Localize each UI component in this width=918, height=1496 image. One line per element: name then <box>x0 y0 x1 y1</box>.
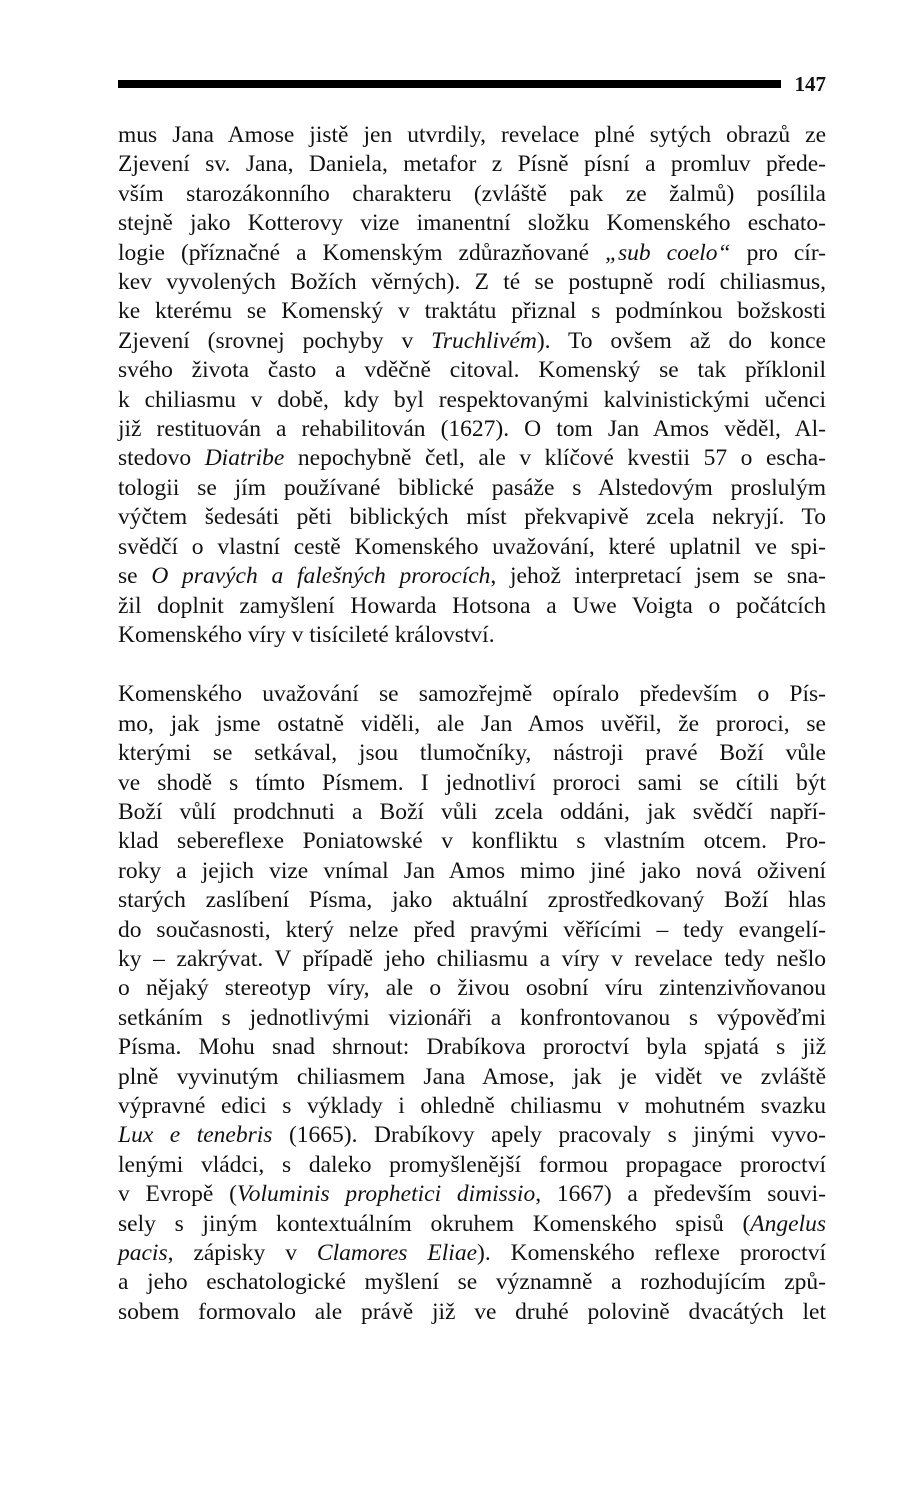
text-run: , zápisky v <box>167 1240 317 1267</box>
text-line <box>118 1180 826 1209</box>
text-run: kev vyvolených Božích věrných). Z té se postupně rodí chiliasmus, <box>118 269 826 296</box>
text-line <box>118 945 826 974</box>
text-line <box>118 562 826 591</box>
italic-text: O pravých a falešných prorocích <box>151 563 491 590</box>
text-run: roky a jejich vize vnímal Jan Amos mimo jiné jako nová oživení <box>118 857 826 884</box>
text-run: ). To ovšem až do konce <box>536 327 826 354</box>
text-run: stedovo <box>118 445 205 472</box>
text-line <box>118 1063 826 1092</box>
text-line <box>118 680 826 709</box>
header-rule <box>118 80 781 88</box>
text-line <box>118 857 826 886</box>
text-run: sely s jiným kontextuálním okruhem Komenského spisů ( <box>118 1210 751 1237</box>
text-line <box>118 739 826 768</box>
text-line <box>118 798 826 827</box>
text-line <box>118 1033 826 1062</box>
text-line <box>118 710 826 739</box>
paragraph <box>118 121 826 650</box>
text-run: v Evropě ( <box>118 1181 237 1208</box>
text-run: kterými se setkával, jsou tlumočníky, nástroji pravé Boží vůle <box>118 740 826 767</box>
text-line <box>118 386 826 415</box>
text-run: mus Jana Amose jistě jen utvrdily, revelace plné sytých obrazů ze <box>118 122 826 148</box>
text-run: vším starozákonního charakteru (zvláště pak ze žalmů) posílila <box>118 180 826 207</box>
text-run: a jeho eschatologické myšlení se významně a rozhodujícím způ- <box>118 1269 826 1296</box>
text-run: Boží vůlí prodchnuti a Boží vůli zcela oddáni, jak svědčí napří- <box>118 798 826 825</box>
text-line <box>118 1298 826 1327</box>
italic-text: Lux e tenebris <box>118 1122 273 1149</box>
text-run: svého života často a vděčně citoval. Komenský se tak příklonil <box>118 357 826 384</box>
text-run: logie (příznačné a Komenským zdůrazňované <box>118 239 605 266</box>
text-line <box>118 886 826 915</box>
italic-text: Diatribe <box>204 445 285 472</box>
text-line <box>118 621 826 650</box>
text-line <box>118 268 826 297</box>
text-run: Komenského víry v tisícileté království. <box>118 621 495 648</box>
text-run: ke kterému se Komenský v traktátu přiznal s podmínkou božskosti <box>118 298 826 325</box>
text-line <box>118 180 826 209</box>
text-line <box>118 415 826 444</box>
text-line <box>118 297 826 326</box>
text-line <box>118 1268 826 1297</box>
text-run: o nějaký stereotyp víry, ale o živou osobní víru zintenzivňovanou <box>118 975 826 1002</box>
text-run: výpravné edici s výklady i ohledně chiliasmu v mohutném svazku <box>118 1093 826 1119</box>
text-run: se <box>118 563 152 590</box>
text-run: Písma. Mohu snad shrnout: Drabíkova proroctví byla spjatá s již <box>118 1034 826 1061</box>
text-line <box>118 974 826 1003</box>
text-run: stejně jako Kotterovy vize imanentní složku Komenského eschato- <box>118 210 826 237</box>
text-run: lenými vládci, s daleko promyšlenější formou propagace proroctví <box>118 1151 826 1178</box>
text-run: k chiliasmu v době, kdy byl respektovanými kalvinistickými učenci <box>118 386 826 413</box>
text-line <box>118 916 826 945</box>
text-line <box>118 592 826 621</box>
italic-text: Angelus <box>750 1210 826 1237</box>
text-line <box>118 444 826 473</box>
text-run: Zjevení (srovnej pochyby v <box>118 327 432 354</box>
text-run: žil doplnit zamyšlení Howarda Hotsona a Uwe Voigta o počátcích <box>118 592 826 619</box>
text-line <box>118 769 826 798</box>
text-run: , 1667) a především souvi- <box>535 1181 826 1208</box>
text-line <box>118 1004 826 1033</box>
text-line <box>118 239 826 268</box>
text-line <box>118 1151 826 1180</box>
text-run: ky – zakrývat. V případě jeho chiliasmu a víry v revelace tedy nešlo <box>118 945 826 972</box>
italic-text: Voluminis prophetici dimissio <box>236 1181 536 1208</box>
text-run: (1665). Drabíkovy apely pracovaly s jinými vyvo- <box>272 1122 827 1149</box>
text-run: mo, jak jsme ostatně viděli, ale Jan Amos uvěřil, že proroci, se <box>118 710 826 737</box>
text-run: nepochybně četl, ale v klíčové kvestii 57 o escha- <box>284 445 827 472</box>
text-run: Zjevení sv. Jana, Daniela, metafor z Písně písní a promluv přede- <box>118 151 826 178</box>
text-line <box>118 533 826 562</box>
italic-text: Truchlivém <box>431 327 537 354</box>
text-run: Komenského uvažování se samozřejmě opíralo především o Pís- <box>118 681 826 708</box>
text-run: starých zaslíbení Písma, jako aktuální zprostředkovaný Boží hlas <box>118 887 826 914</box>
text-run: , jehož interpretací jsem se sna- <box>490 563 826 590</box>
italic-text: pacis <box>118 1240 168 1267</box>
text-run: do současnosti, který nelze před pravými věřícími – tedy evangelí- <box>118 916 826 943</box>
paragraph <box>118 680 826 1327</box>
text-run: ve shodě s tímto Písmem. I jednotliví proroci sami se cítili být <box>118 769 826 796</box>
text-run: setkáním s jednotlivými vizionáři a konfrontovanou s výpověďmi <box>118 1004 826 1031</box>
text-line <box>118 1210 826 1239</box>
text-run: ). Komenského reflexe proroctví <box>477 1240 826 1267</box>
text-run: plně vyvinutým chiliasmem Jana Amose, jak je vidět ve zvláště <box>118 1063 826 1090</box>
text-line <box>118 1092 826 1121</box>
text-line <box>118 503 826 532</box>
text-line <box>118 327 826 356</box>
text-line <box>118 474 826 503</box>
text-run: výčtem šedesáti pěti biblických míst překvapivě zcela nekryjí. To <box>118 504 826 531</box>
body-text <box>118 121 826 1327</box>
text-line <box>118 209 826 238</box>
text-run: tologii se jím používané biblické pasáže s Alstedovým proslulým <box>118 474 826 501</box>
italic-text: „sub coelo“ <box>604 239 731 266</box>
text-line <box>118 150 826 179</box>
text-run: pro cír- <box>730 239 826 266</box>
page-number: 147 <box>794 71 826 96</box>
text-line <box>118 1121 826 1150</box>
italic-text: Clamores Eliae <box>316 1240 478 1267</box>
text-line <box>118 1239 826 1268</box>
text-line <box>118 827 826 856</box>
text-run: svědčí o vlastní cestě Komenského uvažování, které uplatnil ve spi- <box>118 533 826 560</box>
text-line <box>118 356 826 385</box>
text-line <box>118 121 826 150</box>
running-header <box>118 66 826 102</box>
text-run: již restituován a rehabilitován (1627). O tom Jan Amos věděl, Al- <box>118 416 826 443</box>
text-run: klad sebereflexe Poniatowské v konfliktu s vlastním otcem. Pro- <box>118 828 826 855</box>
text-run: sobem formovalo ale právě již ve druhé polovině dvacátých let <box>118 1298 826 1325</box>
